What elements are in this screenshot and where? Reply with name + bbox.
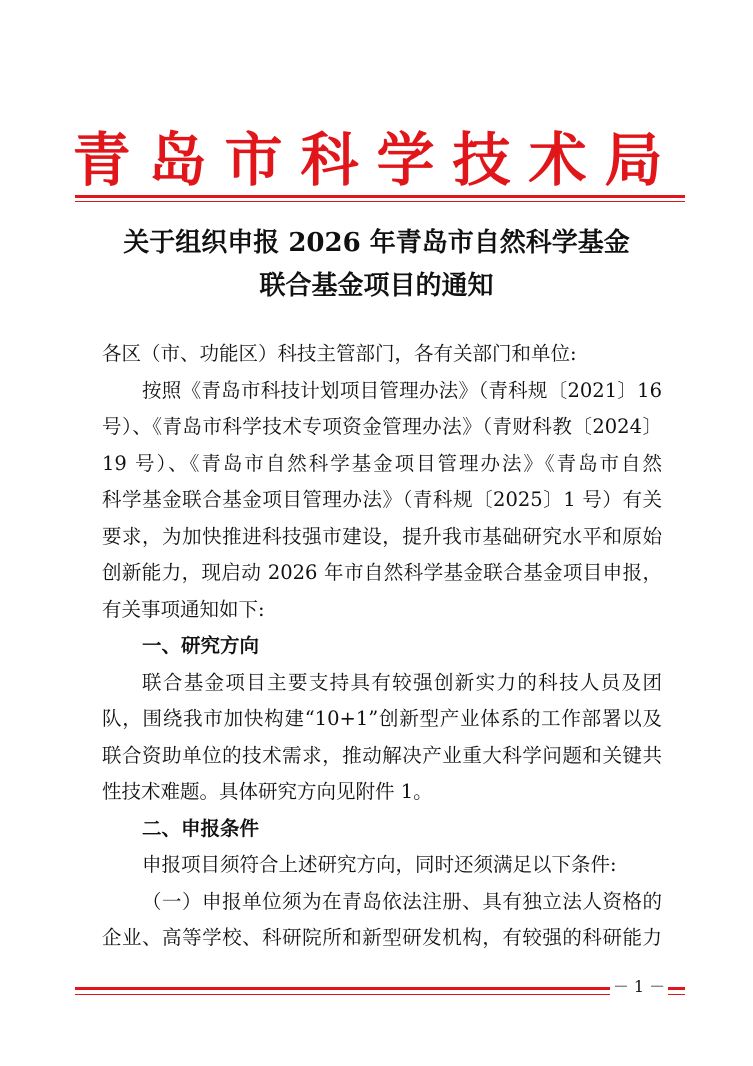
paragraph-4-line-2: 企业、高等学校、科研院所和新型研发机构，有较强的科研能力: [102, 926, 662, 949]
header-rule-thick: [75, 195, 685, 198]
paragraph-2-line-3: 联合资助单位的技术需求，推动解决产业重大科学问题和关键共: [102, 744, 662, 767]
masthead: 青岛市科学技术局: [72, 126, 681, 194]
section-heading-1: 一、研究方向: [142, 634, 260, 657]
paragraph-1-line-2: 号）、《青岛市科学技术专项资金管理办法》（青财科教〔2024〕: [102, 415, 662, 438]
paragraph-1-line-3: 19 号）、《青岛市自然科学基金项目管理办法》《青岛市自然: [102, 452, 662, 475]
paragraph-1-line-1: 按照《青岛市科技计划项目管理办法》（青科规〔2021〕16: [142, 379, 662, 402]
section-heading-2: 二、申报条件: [142, 817, 260, 840]
page-number: － 1 －: [610, 976, 668, 998]
document-title-line-2: 联合基金项目的通知: [259, 271, 494, 301]
paragraph-4-line-1: （一）申报单位须为在青岛依法注册、具有独立法人资格的: [142, 890, 662, 913]
header-rule-thin: [75, 201, 685, 202]
salutation: 各区（市、功能区）科技主管部门，各有关部门和单位:: [102, 342, 577, 365]
footer-rule-thin: [75, 994, 685, 995]
paragraph-2-line-4: 性技术难题。具体研究方向见附件 1。: [102, 780, 433, 803]
footer-rule-thick: [75, 987, 685, 990]
paragraph-1-line-5: 要求，为加快推进科技强市建设，提升我市基础研究水平和原始: [102, 525, 662, 548]
paragraph-1-line-7: 有关事项通知如下:: [102, 598, 265, 621]
document-title-line-1: 关于组织申报 2026 年青岛市自然科学基金: [123, 228, 630, 258]
paragraph-2-line-1: 联合基金项目主要支持具有较强创新实力的科技人员及团: [142, 671, 662, 694]
paragraph-2-line-2: 队，围绕我市加快构建“10+1”创新型产业体系的工作部署以及: [102, 707, 662, 730]
paragraph-1-line-6: 创新能力，现启动 2026 年市自然科学基金联合基金项目申报，: [102, 561, 662, 584]
paragraph-3: 申报项目须符合上述研究方向，同时还须满足以下条件:: [142, 853, 617, 876]
paragraph-1-line-4: 科学基金联合基金项目管理办法》（青科规〔2025〕1 号）有关: [102, 488, 662, 511]
